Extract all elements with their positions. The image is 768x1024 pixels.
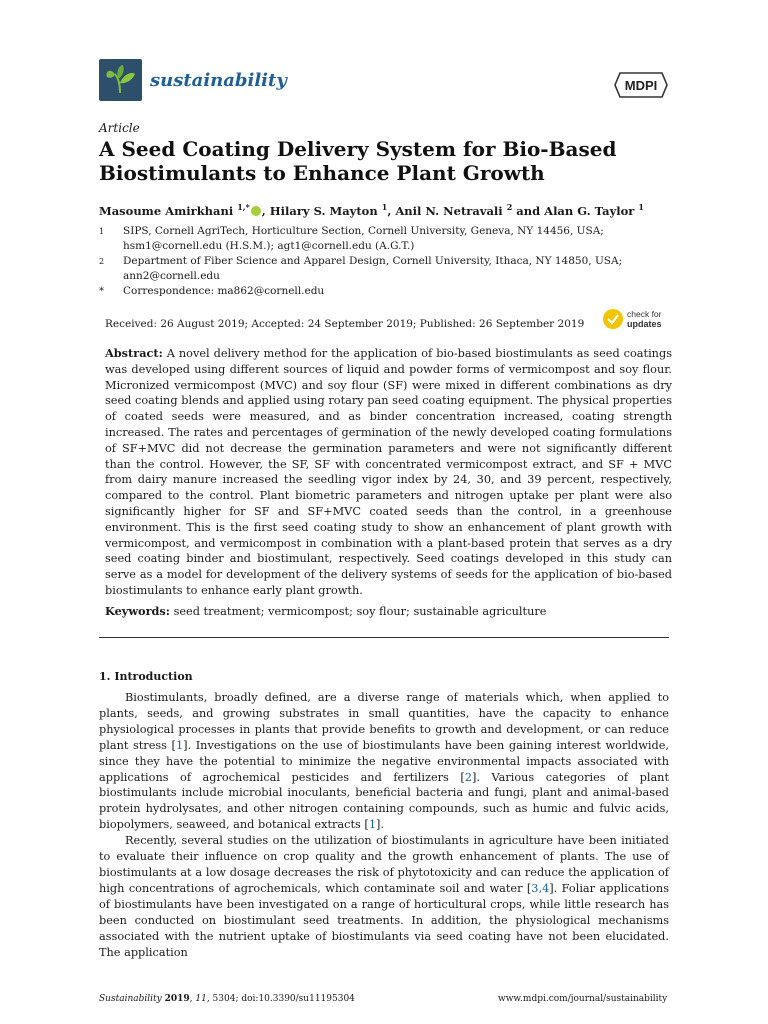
abstract-label: Abstract: <box>105 346 163 360</box>
abstract-text: A novel delivery method for the application of bio-based biostimulants as seed coatings was developed using different sources of liquid and powder forms of vermicompost and soy flour. Micronized vermicompost (MVC) and soy flour (SF) were mixed in different combinations as dry seed coating blends and applied using rotary pan seed coating equipment. The physical properties of coated seeds were measured, and as binder concentration increased, coating strength increased. The rates and percentages of germination of the newly developed coating formulations of SF+MVC did not decrease the germination parameters and were not significantly different than the control. However, the SF, SF with concentrated vermicompost extract, and SF + MVC from dairy manure increased the seedling vigor index by 24, 30, and 39 percent, respectively, compared to the control. Plant biometric parameters and nitrogen uptake per plant were also significantly higher for SF and SF+MVC coated seeds than the control, in a greenhouse environment. This is the first seed coating study to show an enhancement of plant growth with vermicompost, and vermicompost in combination with a plant-based protein that serves as a dry seed coating binder and biostimulant, respectively. Seed coatings developed in this study can serve as a model for development of the delivery systems of seeds for the application of bio-based biostimulants to enhance early plant growth. <box>105 347 672 597</box>
publication-dates: Received: 26 August 2019; Accepted: 24 September 2019; Published: 26 September 2019 <box>105 318 585 330</box>
check-icon <box>603 309 623 329</box>
footer-volume: 11 <box>195 994 207 1004</box>
author-list: Masoume Amirkhani $^{1,*}$ , Hilary S. Mayton $^1$, Anil N. Netravali $^2$ and Alan G. Taylor $^1$ <box>99 202 644 218</box>
author-name: Masoume Amirkhani <box>99 203 234 218</box>
affiliation-number: 1 <box>99 227 105 236</box>
publisher-name: MDPI <box>624 78 658 93</box>
keywords <box>105 604 672 618</box>
affiliation-number: 2 <box>99 257 105 266</box>
citation-link[interactable]: 1 <box>368 818 376 832</box>
check-updates-badge[interactable] <box>602 306 682 332</box>
footer-journal: Sustainability <box>99 994 162 1004</box>
author-affiliation-marker: 1,* <box>237 202 250 212</box>
svg-text:check for: check for <box>627 309 662 319</box>
journal-name: sustainability <box>150 70 287 91</box>
article-type: Article <box>99 121 140 135</box>
journal-logo <box>99 59 142 101</box>
author-name: Hilary S. Mayton <box>269 203 378 218</box>
author-name: Anil N. Netravali <box>395 203 503 218</box>
body-text <box>99 690 669 960</box>
footer-url[interactable]: www.mdpi.com/journal/sustainability <box>498 994 668 1004</box>
paper-title: A Seed Coating Delivery System for Bio-Based Biostimulants to Enhance Plant Growth <box>99 137 617 185</box>
mdpi-logo <box>614 71 668 99</box>
author-name: Alan G. Taylor <box>544 203 635 218</box>
affiliation-line: SIPS, Cornell AgriTech, Horticulture Section, Cornell University, Geneva, NY 14456, USA; <box>123 225 604 237</box>
affiliation <box>99 254 669 284</box>
affiliation-line: ann2@cornell.edu <box>123 270 220 282</box>
paragraph: Recently, several studies on the utilization of biostimulants in agriculture have been initiated to evaluate their influence on crop quality and the growth enhancement of plants. The use of biostimulants at a low dosage decreases the risk of phytotoxicity and can reduce the application of high concentrations of agrochemicals, which contaminate soil and water [3,4]. Foliar applications of biostimulants have been investigated on a range of horticultural crops, while little research has been conducted on biostimulant seed treatments. In addition, the physiological mechanisms associated with the nutrient uptake of biostimulants via seed coating have not been elucidated. The application <box>99 834 669 959</box>
author-affiliation-marker: 1 <box>638 202 644 212</box>
paragraph: Biostimulants, broadly defined, are a diverse range of materials which, when applied to plants, seeds, and growing substrates in small quantities, have the capacity to enhance physiological processes in plants that provide benefits to growth and development, or can reduce plant stress [1]. Investigations on the use of biostimulants have been gaining interest worldwide, since they have the potential to minimize the negative environmental impacts associated with applications of agrochemical pesticides and fertilizers [2]. Various categories of plant biostimulants include microbial inoculants, beneficial bacteria and fungi, plant and animal-based protein hydrolysates, and other nitrogen containing compounds, such as humic and fulvic acids, biopolymers, seaweed, and botanical extracts [1]. <box>99 691 669 832</box>
footer-pages: , 5304; doi:10.3390/su11195304 <box>206 994 355 1004</box>
svg-text:updates: updates <box>627 319 662 329</box>
abstract <box>105 346 672 599</box>
keywords-label: Keywords: <box>105 604 170 618</box>
author-affiliation-marker: 2 <box>506 202 513 212</box>
affiliation <box>99 224 669 254</box>
section-heading: 1. Introduction <box>99 670 193 683</box>
orcid-icon[interactable] <box>251 206 261 216</box>
keywords-text: seed treatment; vermicompost; soy flour; sustainable agriculture <box>173 605 547 618</box>
citation-link[interactable]: 3,4 <box>531 881 550 895</box>
affiliation-line: Department of Fiber Science and Apparel Design, Cornell University, Ithaca, NY 14850, USA; <box>123 255 623 267</box>
citation-link[interactable]: 2 <box>464 770 472 784</box>
citation-link[interactable]: 1 <box>175 738 184 752</box>
affiliation-line: hsm1@cornell.edu (H.S.M.); agt1@cornell.edu (A.G.T.) <box>123 240 415 252</box>
correspondence-line: Correspondence: ma862@cornell.edu <box>123 285 325 297</box>
leaf-icon <box>99 59 142 101</box>
divider <box>99 637 669 638</box>
footer-year: 2019 <box>164 994 190 1004</box>
author-affiliation-marker: 1 <box>381 202 388 212</box>
footer-citation: Sustainability 2019, 11, 5304; doi:10.3390/su11195304 <box>99 994 355 1004</box>
correspondence <box>99 284 669 300</box>
correspondence-marker: * <box>99 286 104 297</box>
